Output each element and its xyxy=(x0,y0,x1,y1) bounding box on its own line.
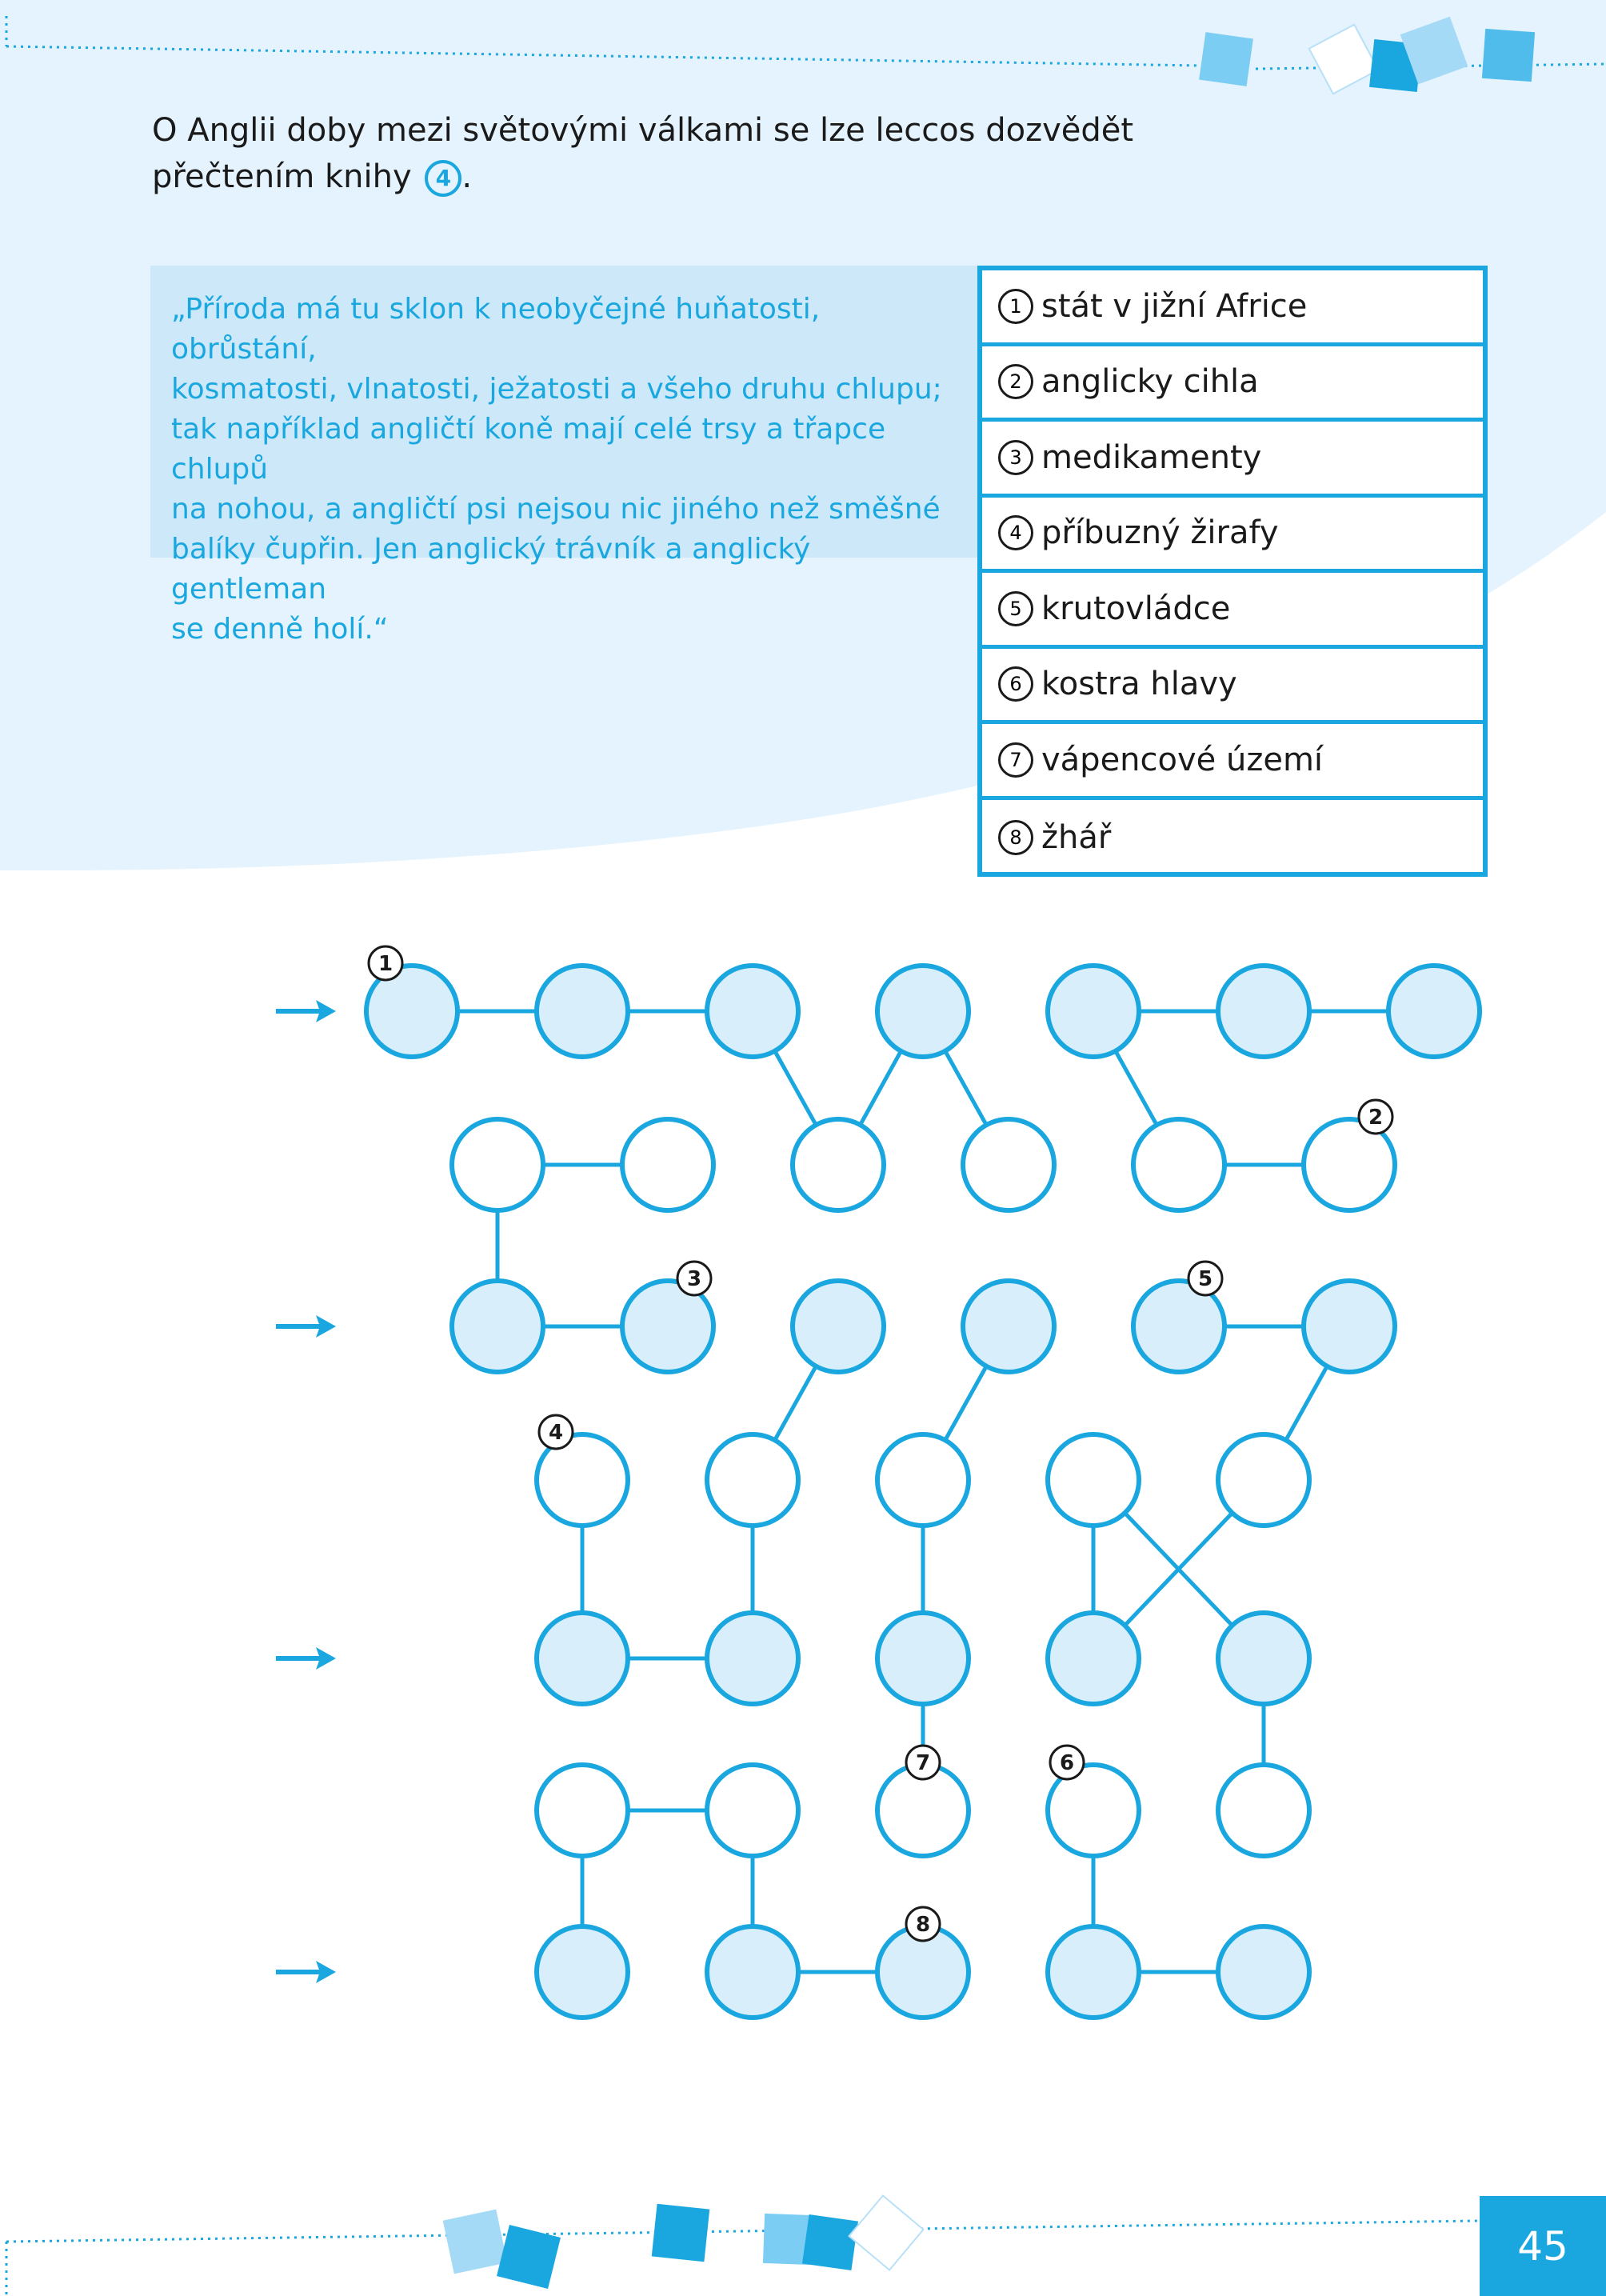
letter-circle[interactable] xyxy=(1304,1281,1395,1372)
letter-circle[interactable] xyxy=(707,1926,798,2018)
letter-circle[interactable] xyxy=(963,1119,1054,1210)
letter-circle[interactable] xyxy=(452,1281,543,1372)
clue-number: 5 xyxy=(998,591,1033,626)
letter-circle[interactable] xyxy=(877,1613,969,1704)
svg-text:6: 6 xyxy=(1059,1751,1075,1775)
clue-number: 2 xyxy=(998,364,1033,399)
letter-circle[interactable] xyxy=(537,1613,628,1704)
letter-circle[interactable] xyxy=(1133,1119,1224,1210)
clue-number: 6 xyxy=(998,666,1033,702)
letter-circle[interactable] xyxy=(1218,1926,1309,2018)
clue-number-badge xyxy=(906,1907,940,1941)
clue-number: 8 xyxy=(998,820,1033,855)
row-start-arrow-icon xyxy=(276,1315,336,1338)
letter-circle[interactable] xyxy=(877,1434,969,1526)
svg-text:2: 2 xyxy=(1368,1106,1384,1130)
clue-number-badge xyxy=(1359,1100,1392,1134)
letter-circle[interactable] xyxy=(707,966,798,1057)
letter-circle[interactable] xyxy=(452,1119,543,1210)
intro-end: . xyxy=(461,158,473,195)
letter-circle[interactable] xyxy=(1048,1926,1139,2018)
clue-text: kostra hlavy xyxy=(1041,666,1237,703)
quote-text: „Příroda má tu sklon k neobyčejné huňatosti, obrůstání, kosmatosti, vlnatosti, ježatosti a všeho druhu chlupu; tak například angličtí koně mají celé trsy a třapce chlupů na nohou, a angličtí psi nejsou nic jiného než směšné balíky čupřin. Jen anglický trávník a anglický gentleman se denně holí.“ xyxy=(171,293,942,646)
clue-number-badge xyxy=(677,1262,711,1295)
clue-text: medikamenty xyxy=(1041,438,1262,476)
row-start-arrow-icon xyxy=(276,1647,336,1670)
letter-circle[interactable] xyxy=(707,1765,798,1856)
svg-text:7: 7 xyxy=(915,1751,931,1775)
letter-circle[interactable] xyxy=(877,966,969,1057)
intro-text: O Anglii doby mezi světovými válkami se lze leccos dozvědět přečtením knihy xyxy=(152,112,1134,195)
letter-circle[interactable] xyxy=(793,1119,884,1210)
clue-number: 7 xyxy=(998,742,1033,778)
svg-text:1: 1 xyxy=(378,952,394,976)
letter-circle[interactable] xyxy=(707,1613,798,1704)
clue-number-badge xyxy=(906,1746,940,1779)
clue-number-badge xyxy=(1189,1262,1222,1295)
clue-text: žhář xyxy=(1041,818,1112,856)
clue-number-badge xyxy=(1050,1746,1084,1779)
clue-text: stát v jižní Africe xyxy=(1041,287,1308,325)
letter-circle[interactable] xyxy=(622,1119,713,1210)
clue-number-badge xyxy=(539,1415,573,1449)
clue-text: příbuzný žirafy xyxy=(1041,514,1279,552)
letter-circle[interactable] xyxy=(707,1434,798,1526)
clue-number-badge xyxy=(369,946,402,980)
clue-number: 1 xyxy=(998,289,1033,324)
page-number: 45 xyxy=(1480,2196,1606,2296)
letter-circle[interactable] xyxy=(963,1281,1054,1372)
letter-circle[interactable] xyxy=(1218,966,1309,1057)
letter-circle[interactable] xyxy=(1048,1613,1139,1704)
clue-number: 3 xyxy=(998,440,1033,475)
svg-text:8: 8 xyxy=(915,1913,931,1937)
clue-text: vápencové území xyxy=(1041,741,1324,778)
clue-text: anglicky cihla xyxy=(1041,363,1259,401)
svg-text:5: 5 xyxy=(1197,1267,1213,1291)
clue-number: 4 xyxy=(998,515,1033,550)
letter-circle[interactable] xyxy=(537,1926,628,2018)
letter-circle[interactable] xyxy=(537,966,628,1057)
letter-circle[interactable] xyxy=(1048,1434,1139,1526)
row-start-arrow-icon xyxy=(276,1000,336,1022)
svg-text:3: 3 xyxy=(686,1267,702,1291)
letter-circle[interactable] xyxy=(793,1281,884,1372)
letter-circle[interactable] xyxy=(1388,966,1480,1057)
letter-circle[interactable] xyxy=(537,1765,628,1856)
svg-text:4: 4 xyxy=(548,1421,564,1445)
letter-circle[interactable] xyxy=(1048,966,1139,1057)
row-start-arrow-icon xyxy=(276,1961,336,1983)
intro-number-badge: 4 xyxy=(425,160,461,197)
clue-text: krutovládce xyxy=(1041,590,1231,627)
letter-circle[interactable] xyxy=(1218,1765,1309,1856)
letter-circle[interactable] xyxy=(1218,1434,1309,1526)
letter-circle[interactable] xyxy=(1218,1613,1309,1704)
